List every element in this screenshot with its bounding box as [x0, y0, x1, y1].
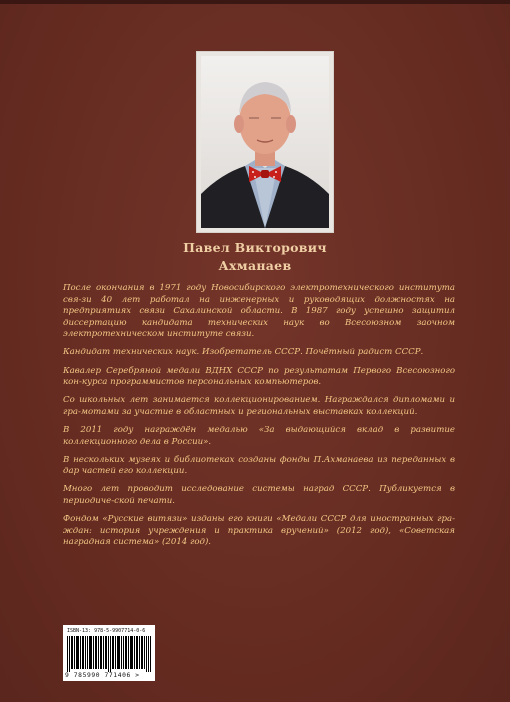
author-first-name: Павел Викторович [183, 240, 327, 255]
bio-paragraph: Кавалер Серебряной медали ВДНХ СССР по результатам Первого Всесоюзного кон-курса программистов персональных компьютеров. [63, 365, 455, 388]
author-portrait-image [201, 56, 329, 228]
cover-top-edge [0, 0, 510, 4]
barcode-icon [67, 636, 151, 672]
author-last-name: Ахманаев [218, 258, 292, 273]
isbn-barcode [63, 625, 155, 681]
bio-paragraph: Фондом «Русские витязи» изданы его книги «Медали СССР для иностранных гра-ждан: история учреждения и практика вручений» (2012 год), «Советская наградная система» (2014 год). [63, 514, 455, 548]
bio-paragraph: Много лет проводит исследование системы наград СССР. Публикуется в периодиче-ской печати. [63, 484, 455, 506]
bio-paragraph: В нескольких музеях и библиотеках созданы фонды П.Ахманаева из переданных в дар частей его коллекции. [63, 454, 455, 477]
author-photo [197, 52, 333, 232]
bio-paragraph: Кандидат технических наук. Изобретатель СССР. Почётный радист СССР. [63, 347, 424, 358]
bio-paragraph: В 2011 году награждён медалью «За выдающийся вклад в развитие коллекционного дела в России». [63, 424, 455, 447]
barcode-digits: 9 785990 771406 > [65, 672, 140, 679]
isbn-number: ISBN-13: 978-5-9907714-0-6 [67, 628, 146, 634]
bio-paragraph: После окончания в 1971 году Новосибирского электротехнического института свя-зи 40 лет работал на инженерных и руководящих должностях на предприятиях связи Сахалинской области. В 1987 году успешно защитил диссертацию кандидата технических наук во Всесоюзном заочном электротехническом институте связи. [63, 283, 455, 340]
author-biography [63, 283, 455, 555]
bio-paragraph: Со школьных лет занимается коллекционированием. Награждался дипломами и гра-мотами за участие в областных и региональных выставках коллекций. [63, 395, 455, 417]
